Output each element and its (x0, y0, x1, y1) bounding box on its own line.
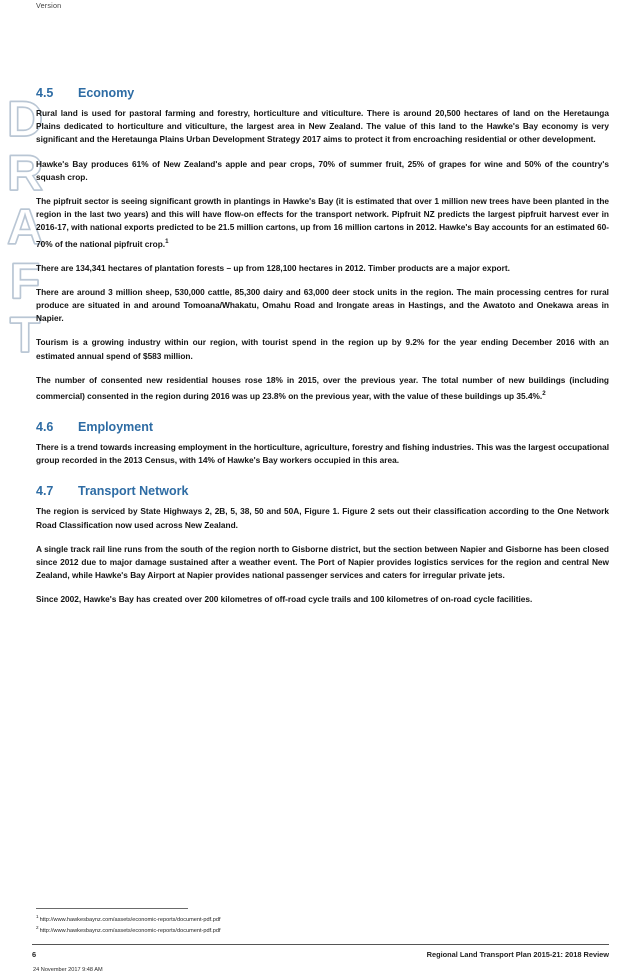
heading-transport-network (36, 484, 609, 498)
footnote-url-1[interactable]: http://www.hawkesbaynz.com/assets/economic-reports/document-pdf.pdf (39, 916, 221, 923)
paragraph-building-consents-text: The number of consented new residential houses rose 18% in 2015, over the previous year. The total number of new buildings (including commercial) consented in the region during 2016 was up 23.8% on the previous year, with the value of these buildings up 35.4%. (36, 374, 609, 401)
footnotes-block (36, 908, 609, 936)
paragraph-building-consents (36, 374, 609, 403)
footnote-item-1 (36, 913, 609, 924)
watermark-letter-a: A (6, 199, 44, 255)
heading-employment-title: Employment (78, 419, 154, 434)
footnote-mark-1: 1 (36, 914, 39, 919)
footnote-item-2 (36, 924, 609, 935)
footer-document-title: Regional Land Transport Plan 2015-21: 2018 Review (426, 950, 609, 959)
paragraph-rail-port-airport: A single track rail line runs from the south of the region north to Gisborne district, but the section between Napier and Gisborne has been closed since 2012 due to major damage sustained after a weather event. The Port of Napier provides logistics services for the region and central New Zealand, while Hawke's Bay Airport at Napier provides national passenger services and caters for irregular private jets. (36, 543, 609, 581)
version-label: Version (36, 1, 62, 10)
paragraph-forestry: There are 134,341 hectares of plantation forests – up from 128,100 hectares in 2012. Timber products are a major export. (36, 262, 510, 273)
footnote-ref-2[interactable]: 2 (542, 390, 546, 398)
footnote-ref-1[interactable]: 1 (165, 237, 169, 245)
paragraph-rural-land: Rural land is used for pastoral farming and forestry, horticulture and viticulture. There is around 20,500 hectares of land on the Heretaunga Plains dedicated to horticulture and viticulture, the largest area in New Zealand. The value of this land to the Hawke's Bay economy is very significant and the Heretaunga Plains Urban Development Strategy 2017 aims to protect it from encroaching residential or other development. (36, 108, 609, 145)
page-footer (32, 950, 609, 959)
heading-economy (36, 86, 609, 100)
page-number: 6 (32, 950, 37, 959)
paragraph-pipfruit-text: The pipfruit sector is seeing significant growth in plantings in Hawke's Bay (it is estimated that over 1 million new trees have been planted in the region in the last two years) and this will have flow-on effects for the transport network. Pipfruit NZ predicts the largest pipfruit harvest ever in 2016-17, with national exports predicted to be 21.5 million cartons, up from 16 million cartons in 2012. Hawke's Bay accounts for an estimated 60-70% of the national pipfruit crop. (36, 196, 609, 249)
watermark-letter-f: F (9, 253, 41, 309)
paragraph-tourism: Tourism is a growing industry within our region, with tourist spend in the region up by 9.2% for the year ending December 2016 with an estimated annual spend of $583 million. (36, 337, 609, 361)
watermark-letter-d: D (6, 91, 44, 147)
page-content (36, 86, 609, 618)
print-timestamp: 24 November 2017 9:48 AM (33, 967, 103, 973)
footer-separator (32, 944, 609, 945)
footnote-mark-2: 2 (36, 925, 39, 931)
heading-employment (36, 420, 609, 434)
heading-transport-network-number: 4.7 (36, 484, 54, 499)
footnote-separator (36, 908, 188, 909)
heading-economy-title: Economy (78, 86, 135, 100)
heading-employment-number: 4.6 (36, 419, 54, 434)
paragraph-livestock: There are around 3 million sheep, 530,000 cattle, 85,300 dairy and 63,000 deer stock units in the region. The main processing centres for rural produce are situated in and around Tomoana/Whakatu, Omahu Road and Irongate areas in Hastings, and the Awatoto and Onekawa areas in Napier. (36, 286, 609, 324)
paragraph-employment: There is a trend towards increasing employment in the horticulture, agriculture, forestry and fishing industries. This was the largest occupational group recorded in the 2013 Census, with 14% of Hawke's Bay workers occupied in this area. (36, 441, 609, 466)
paragraph-pipfruit (36, 195, 609, 251)
paragraph-cycle-network: Since 2002, Hawke's Bay has created over 200 kilometres of off-road cycle trails and 100 kilometres of on-road cycle facilities. (36, 594, 533, 605)
watermark-letter-t: T (9, 307, 41, 363)
heading-economy-number: 4.5 (36, 86, 54, 100)
heading-transport-network-title: Transport Network (78, 484, 189, 499)
paragraph-crop-share: Hawke's Bay produces 61% of New Zealand's apple and pear crops, 70% of summer fruit, 25% of grapes for wine and 50% of the country's squash crop. (36, 158, 609, 182)
footnote-url-2[interactable]: http://www.hawkesbaynz.com/assets/economic-reports/document-pdf.pdf (39, 928, 221, 935)
paragraph-state-highways: The region is serviced by State Highways 2, 2B, 5, 38, 50 and 50A, Figure 1. Figure 2 sets out their classification according to the One Network Road Classification now used across New Zealand. (36, 506, 609, 530)
watermark-letter-r: R (6, 145, 44, 201)
